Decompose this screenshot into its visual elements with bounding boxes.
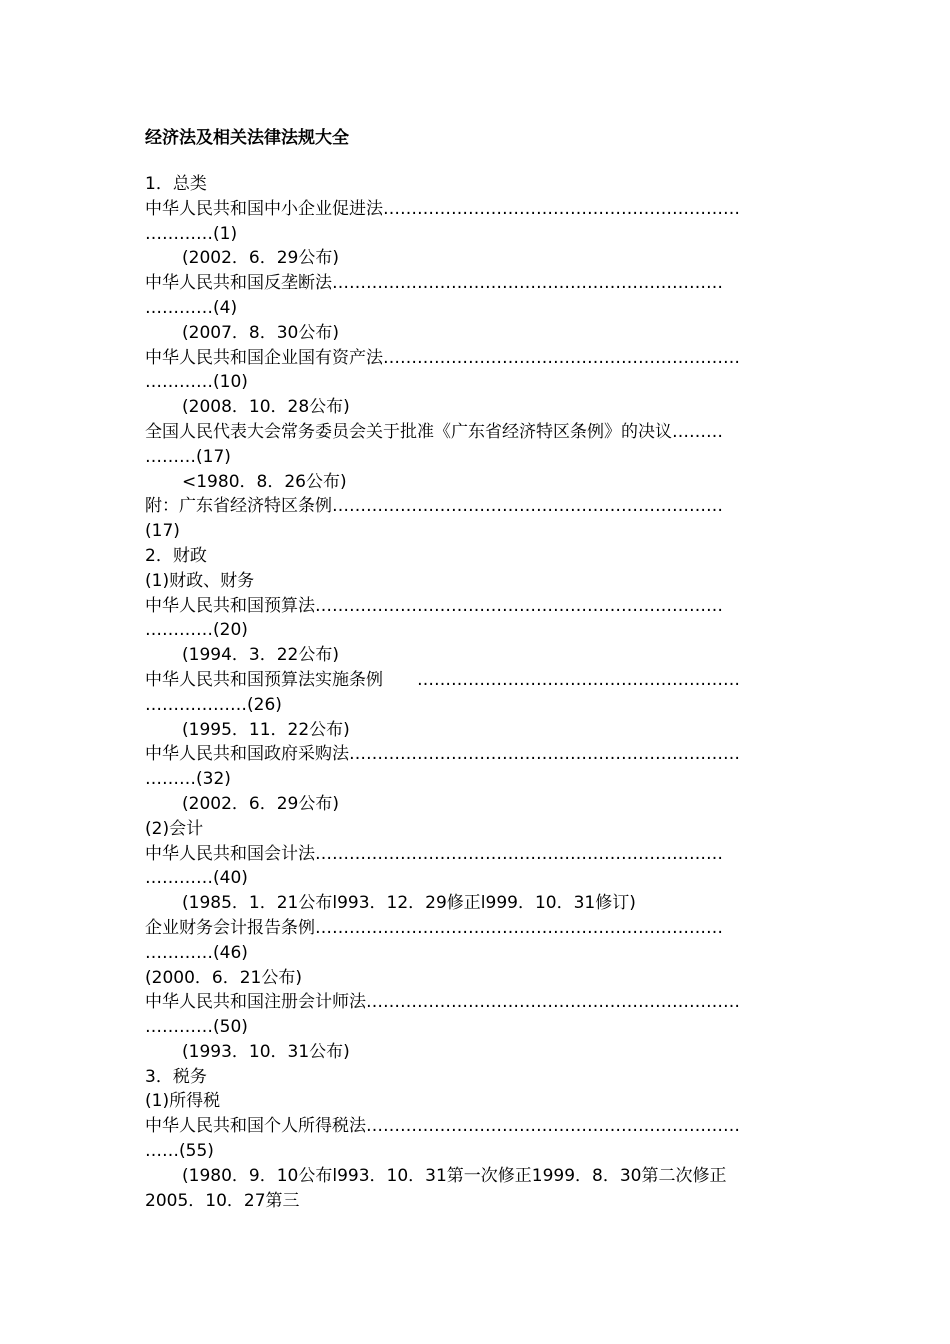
toc-line: 中华人民共和国预算法实施条例 ………………………………………………… [145,669,740,690]
toc-line: …………(40) [145,868,248,889]
toc-line: ……(55) [145,1141,214,1162]
toc-line: 中华人民共和国反垄断法…………………………………………………………… [145,273,723,294]
toc-line: (1980．9．10公布l993．10．31第一次修正1999．8．30第二次修正 [182,1165,727,1186]
toc-line: (1)所得税 [145,1091,221,1112]
toc-line: 1．总类 [145,174,207,194]
toc-line: (1995．11．22公布) [182,719,350,740]
toc-line: 企业财务会计报告条例……………………………………………………………… [145,917,723,938]
toc-line: 中华人民共和国预算法……………………………………………………………… [145,595,723,616]
toc-line: …………(4) [145,297,238,318]
toc-line: …………(50) [145,1017,248,1038]
toc-line: 中华人民共和国企业国有资产法……………………………………………………… [145,347,740,368]
toc-line: (2)会计 [145,818,204,839]
toc-line: 中华人民共和国个人所得税法………………………………………………………… [145,1116,740,1137]
toc-line: 附：广东省经济特区条例…………………………………………………………… [145,496,723,517]
toc-line: (2002．6．29公布) [182,248,339,269]
toc-line: 全国人民代表大会常务委员会关于批准《广东省经济特区条例》的决议……… [145,421,723,442]
toc-line: (2002．6．29公布) [182,793,339,814]
toc-line: (1985．1．21公布l993．12．29修正l999．10．31修订) [182,893,636,914]
toc-line: …………(1) [145,223,238,244]
toc-line: (1993．10．31公布) [182,1041,350,1062]
toc-line: …………(20) [145,620,248,641]
toc-line: 中华人民共和国会计法……………………………………………………………… [145,843,723,864]
toc-line: 中华人民共和国中小企业促进法……………………………………………………… [145,198,740,219]
toc-line: (1)财政、财务 [145,570,255,591]
toc-line: ………………(26) [145,694,282,715]
document-title: 经济法及相关法律法规大全 [145,128,349,148]
toc-line: ………(17) [145,446,231,467]
table-of-contents [145,172,797,1213]
toc-line: …………(46) [145,942,248,963]
toc-line: (2008．10．28公布) [182,397,350,418]
toc-line: 3．税务 [145,1066,207,1087]
toc-line: ………(32) [145,769,231,790]
toc-line: 2005．10．27第三 [145,1190,300,1211]
toc-line: 2．财政 [145,545,207,566]
toc-line: (1994．3．22公布) [182,645,339,666]
toc-line: …………(10) [145,372,248,393]
toc-line: (2007．8．30公布) [182,322,339,343]
toc-line: 中华人民共和国政府采购法…………………………………………………………… [145,744,740,765]
toc-line: (17) [145,521,180,542]
toc-line: (2000．6．21公布) [145,967,302,988]
toc-line: 中华人民共和国注册会计师法………………………………………………………… [145,992,740,1013]
toc-line: <1980．8．26公布) [182,471,347,492]
